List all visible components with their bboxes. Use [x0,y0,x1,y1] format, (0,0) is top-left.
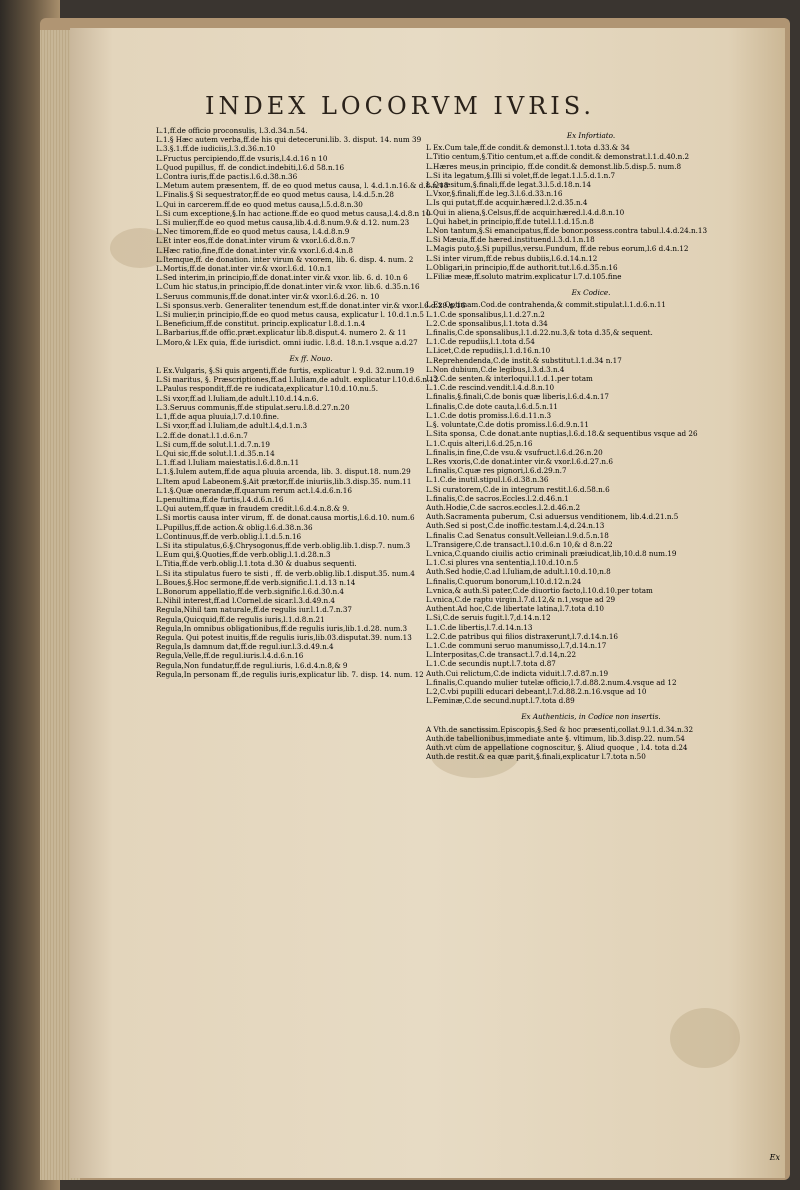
index-entry: L.1.C.de communi seruo manumisso,l.7,d.14.n.17 [426,640,607,650]
index-entry: L.1.C.de sponsalibus,l.1.d.27.n.2 [426,309,545,319]
index-entry: L.finalis,in fine,C.de vsu.& vsufruct.l.6.d.26.n.20 [426,447,603,457]
index-entry: L.1.C.de secundis nupt.l.7.tota d.87 [426,659,556,669]
index-entry: L.Nec timorem,ff.de eo quod metus causa, l.4.d.8.n.9 [156,227,350,237]
index-entry: L.Mortis,ff.de donat.inter vir.& vxor.l.6.d. 10.n.1 [156,264,332,274]
rubric-authenticis: Ex Authenticis, in Codice non insertis. [521,712,661,722]
index-entry: L.Itemque,ff. de donation. inter virum & vxorem, lib. 6. disp. 4. num. 2 [156,254,414,264]
index-entry: L.vnica,C.quando ciuilis actio criminali præiudicat,lib,10.d.8 num.19 [426,548,677,558]
index-entry: Auth.de restit.& ea quæ parit,§.finali,explicatur l.7.tota n.50 [426,752,646,762]
index-entry: L.Quæsitum,§.finali,ff.de legat.3.l.5.d.18.n.14 [426,180,591,190]
index-entry: L.Nihil interest,ff.ad l.Cornel.de sicar.l.3.d.49.n.4 [156,596,336,606]
index-entry: L.finalis,C.de dote cauta,l.6.d.5.n.11 [426,401,558,411]
index-entry: Regula,Velle,ff.de regul.iuris.l.4.d.6.n.16 [156,651,304,661]
index-entry: L.Qui in carcerem.ff.de eo quod metus causa,l.5.d.8.n.30 [156,199,363,209]
index-entry: L.penultima,ff.de furtis,l.4.d.6.n.16 [156,494,284,504]
index-entry: L.finalis,C.de sponsalibus,l.1.d.22.nu.3,& tota d.35,& sequent. [426,328,653,338]
left-entries-list [156,126,466,347]
index-entry: L.2.C.de sponsalibus,l.1.tota d.34 [426,318,548,328]
index-entry: L.Qui sic,ff.de solut.l.1.d.35.n.14 [156,448,275,458]
index-entry: L.Continuus,ff.de verb.oblig.l.1.d.5.n.16 [156,531,302,541]
index-entry: Regula,Quicquid,ff.de regulis iuris,l.1.d.8.n.21 [156,614,325,624]
index-entry: L.Paulus respondit,ff.de re iudicata,explicatur l.10.d.10.nu.5. [156,384,379,394]
right-entries-list [426,143,756,281]
index-entry: L.Si mulier,in principio,ff.de eo quod metus causa, explicatur l. 10.d.1.n.5 [156,310,425,320]
index-entry: L Ex.Cum tale,ff.de condit.& demonst.l.1.tota d.33.& 34 [426,143,630,153]
index-entry: L.Metum autem præsentem, ff. de eo quod metus causa, l. 4.d.1.n.16.& d.8.n.15 [156,181,449,191]
index-entry: L.3.Seruus communis,ff.de stipulat.seru.l.8.d.27.n.20 [156,402,350,412]
index-entry: L.finalis,C.de sacros.Eccles.l.2.d.46.n.1 [426,493,569,503]
index-entry: L.Magis puto,§.Si pupillus,versu.Fundum, ff.de rebus eorum,l.6 d.4.n.12 [426,244,689,254]
index-entry: L.Si mortis causa inter virum, ff. de donat.causa mortis,l.6.d.10. num.6 [156,513,415,523]
index-entry: L.Si,C.de seruis fugit.l.7,d.14.n.12 [426,613,551,623]
index-entry: L.1.C.de rescind.vendit.l.4.d.8.n.10 [426,383,555,393]
index-entry: A Vth.de sanctissim.Episcopis,§.Sed & hoc præsenti,collat.9.l.1.d.34.n.32 [426,724,694,734]
index-entry: L.1.C.si plures vna sententia,l.10.d.10.n.5 [426,558,579,568]
index-entry: L.Item apud Labeonem.§.Ait prætor,ff.de iniuriis,lib.3.disp.35. num.11 [156,476,412,486]
index-entry: L.Fructus percipiendo,ff.de vsuris,l.4.d.16 n 10 [156,153,328,163]
index-entry: L.Non dubium,C.de legibus,l.3.d.3.n.4 [426,364,565,374]
index-entry: L.Et inter eos,ff.de donat.inter virum & vxor.l.6.d.8.n.7 [156,236,356,246]
index-entry: L Ex.Vulgaris, §.Si quis argenti,ff.de furtis, explicatur l. 9.d. 32.num.19 [156,366,415,376]
index-entry: L.Sita sponsa, C.de donat.ante nuptias,l.6.d.18.& sequentibus vsque ad 26 [426,429,698,439]
index-entry: Auth.Sacramenta puberum, C.si aduersus venditionem, lib.4.d.21.n.5 [426,512,679,522]
index-entry: L.Titio centum,§.Titio centum,et a.ff.de condit.& demonstrat.l.1.d.40.n.2 [426,152,690,162]
index-entry: L.Sed interim,in principio,ff.de donat.inter vir.& vxor. lib. 6. d. 10.n 6 [156,273,408,283]
index-entry: Regula,Nihil tam naturale,ff.de regulis iur.l.1.d.7.n.37 [156,605,352,615]
index-entry: L.Feminæ,C.de secund.nupt.l.7.tota d.89 [426,696,575,706]
index-entry: L.vnica,C.de raptu virgin.l.7.d.12,& n.1,vsque ad 29 [426,594,616,604]
index-entry: L.finalis,C.quando mulier tutelæ officio,l.7.d.88.2.num.4.vsque ad 12 [426,677,677,687]
index-entry: L.Hæc ratio,fine,ff.de donat.inter vir.& vxor.l.6.d.4.n.8 [156,245,353,255]
index-entry: Regula,Non fundatur,ff.de regul.iuris, l.6.d.4.n.8,& 9 [156,660,348,670]
index-entry: Auth.de tabellionibus,immediate ante §. vltimum, lib.3.disp.22. num.54 [426,733,685,743]
index-entry: L.Non tantum,§.Si emancipatus,ff.de bonor.possess.contra tabul.l.4.d.24.n.13 [426,226,708,236]
index-entry: L.Contra iuris,ff.de pactis.l.6.d.38.n.36 [156,172,298,182]
index-entry: L.Seruus communis,ff.de donat.inter vir.& vxor.l.6.d.26. n. 10 [156,291,380,301]
index-entry: L Ex.Optimam.Cod.de contrahenda,& commit.stipulat.l.1.d.6.n.11 [426,300,666,310]
index-entry: L.2.ff.de donat.l.1.d.6.n.7 [156,430,248,440]
index-entry: L.vnica,& auth.Si pater,C.de diuortio facto,l.10.d.10.per totam [426,585,653,595]
index-entry: L.1,ff.de officio proconsulis, l.3.d.34.n.54. [156,126,308,135]
index-entry: L.Finalis.§ Si sequestrator,ff.de eo quod metus causa, l.4.d.5.n.28 [156,190,394,200]
index-entry: L.1.C.de inutil.stipul.l.6.d.38.n.36 [426,475,549,485]
index-entry: L.Transigere,C.de transact.l.10.d.6.n 10,& d 8.n.22 [426,539,613,549]
index-entry: L.Reprehendenda,C.de instit.& substitut.l.1.d.34 n.17 [426,355,622,365]
index-entry: Regula. Qui potest inuitis,ff.de regulis iuris,lib.03.disputat.39. num.13 [156,632,412,642]
index-entry: L.Si maritus, §. Præscriptiones,ff.ad l.Iuliam,de adult. explicatur l.10.d.6.n.12 [156,375,439,385]
index-entry: L.Filiæ meæ,ff.soluto matrim.explicatur l.7.d.105.fine [426,272,622,282]
index-entry: L.Si vxor,ff.ad l.Iuliam,de adult.l.10.d.14.n.6. [156,393,319,403]
index-entry: L.Res vxoris,C.de donat.inter vir.& vxor.l.6.d.27.n.6 [426,456,613,466]
index-entry: L.§. voluntate,C.de dotis promiss.l.6.d.9.n.11 [426,420,589,430]
index-entry: L.1,ff.de aqua pluuia,l.7.d.10.fine. [156,412,280,422]
index-entry: L.Boues,§.Hoc sermone,ff.de verb.signific.l.1.d.13 n.14 [156,577,356,587]
index-entry: L.3.C.de senten.& interloqui.l.1.d.1.per totam [426,374,593,384]
index-entry: Auth.Hodie,C.de sacros.eccles.l.2.d.46.n.2 [426,502,581,512]
index-entry: L.Si vxor,ff.ad l.Iuliam,de adult.l.4,d.1.n.3 [156,421,308,431]
index-entry: L.Si ita stipulatus fuero te sisti , ff. de verb.oblig.lib.1.disput.35. num.4 [156,568,415,578]
index-entry: L.1.C.de dotis promiss.l.6.d.11.n.3 [426,410,552,420]
index-entry: L.1.§.Quæ onerandæ,ff.quarum rerum act.l.4.d.6.n.16 [156,485,352,495]
index-entry: L.1.C.quis alteri,l.6.d.25,n.16 [426,438,533,448]
index-entry: Auth.Sed si post,C.de inoffic.testam.l.4,d.24.n.13 [426,521,605,531]
index-entry: L.Si sponsus.verb. Generaliter tenendum est,ff.de donat.inter vir.& vxor.l.6.d.29.n.16 [156,300,466,310]
index-entry: L.Qui habet,in principio,ff.de tutel.l.1.d.15.n.8 [426,216,594,226]
index-entry: L.Si cum,ff.de solut.l.1.d.7.n.19 [156,439,270,449]
index-entry: Regula,In personam ff.,de regulis iuris,explicatur lib. 7. disp. 14. num. 12 [156,669,424,679]
index-entry: L.Titia,ff.de verb.oblig.l.1.tota d.30 & duabus sequenti. [156,559,357,569]
index-entry: L.finalis,§.finali,C.de bonis quæ liberis,l.6.d.4.n.17 [426,392,609,402]
index-entry: L.Pupillus,ff.de action.& oblig.l.6.d.38.n.36 [156,522,313,532]
foxing-stain [670,1008,740,1068]
index-entry: L.Licet,C.de repudiis,l.1.d.16.n.10 [426,346,551,356]
index-entry: L.1.C.de libertis,l.7.d.14.n.13 [426,622,533,632]
index-entry: Auth.Sed hodie,C.ad l.Iuliam,de adult.l.10.d.10,n.8 [426,567,611,577]
index-entry: L.Si mulier,ff.de eo quod metus causa,lib.4.d.8.num.9.& d.12. num.23 [156,218,410,228]
index-entry: Regula,In omnibus obligationibus,ff.de regulis iuris,lib.1.d.28. num.3 [156,623,408,633]
index-entry: L.2.C.de patribus qui filios distraxerunt,l.7.d.14.n.16 [426,631,618,641]
index-entry: L.1.C.de repudiis,l.1.tota d.54 [426,337,535,347]
right-column [426,126,756,761]
index-entry: L.Obligari,in principio,ff.de authorit.tut.l.6.d.35.n.16 [426,262,618,272]
left-column [156,126,466,679]
rubric-codice: Ex Codice. [571,288,611,298]
index-entry: L.Is qui putat,ff.de acquir.hæred.l.2.d.35.n.4 [426,198,588,208]
index-entry: L.Vxor,§.finali,ff.de leg.3.l.6.d.33.n.16 [426,189,563,199]
index-entry: Auth.Cui relictum,C.de indicta viduit.l.7.d.87.n.19 [426,668,609,678]
index-entry: L.Interpositas,C.de transact.l.7.d.14,n.22 [426,650,577,660]
right-entries-list-2 [426,300,756,705]
index-entry: L.finalis,C.quæ res pignori,l.6.d.29.n.7 [426,466,567,476]
rubric-ff-nouo: Ex ff. Nouo. [289,353,333,363]
index-entry: L.Cum hic status,in principio,ff.de donat.inter vir.& vxor. lib.6. d.35.n.16 [156,282,420,292]
index-entry: L.Si inter virum,ff.de rebus dubiis,l.6.d.14.n.12 [426,253,598,263]
index-entry: L.Si ita stipulatus,6.§.Chrysogonus,ff.de verb.oblig.lib.1.disp.7. num.3 [156,540,411,550]
catchword: Ex [769,1153,780,1162]
index-entry: L.Quod pupillus, ff. de condict.indebiti,l.6.d 58.n.16 [156,162,345,172]
index-entry: L.3.§.1.ff.de iudiciis,l.3.d.36.n.10 [156,144,276,154]
index-entry: Regula,Is damnum dat,ff.de regul.iur.l.3.d.49.n.4 [156,642,334,652]
rubric-infortiato: Ex Infortiato. [566,131,616,140]
index-entry: L.Si Mæuia,ff.de hæred.instituend.l.3.d.1.n.18 [426,235,595,245]
index-entry: L.Si cum exceptione,§.In hac actione.ff.de eo quod metus causa,l.4.d.8.n 10 [156,208,431,218]
index-entry: L.1.ff.ad l.Iuliam maiestatis.l.6.d.8.n.11 [156,458,300,468]
index-entry: L.1.§ Hæc autem verba,ff.de his qui deteceruni.lib. 3. disput. 14. num 39 [156,135,422,145]
index-entry: Auth.vt cùm de appellatione cognoscitur, §. Aliud quoque , l.4. tota d.24 [426,743,688,752]
page-title: INDEX LOCORVM IVRIS. [205,92,595,120]
index-entry: L.Barbarius,ff.de offic.præt.explicatur lib.8.disput.4. numero 2. & 11 [156,328,407,338]
index-entry: L.Si curatorem,C.de in integrum restit.l.6.d.58.n.6 [426,484,610,494]
index-entry: L.Beneficium,ff.de constitut. princip.explicatur l.8.d.1.n.4 [156,319,366,329]
index-entry: L.Bonorum appellatio,ff.de verb.signific.l.6.d.30.n.4 [156,586,344,596]
index-entry: L.Moro,& l.Ex quia, ff.de iurisdict. omni iudic. l.8.d. 18.n.1.vsque a.d.27 [156,337,418,347]
index-entry: L.finalis C.ad Senatus consult.Velleian.l.9.d.5.n.18 [426,530,609,540]
index-entry: L.Qui autem,ff.quæ in fraudem credit.l.6.d.4.n.8.& 9. [156,504,350,514]
left-entries-list-2 [156,366,466,679]
index-entry: L.1.§.Iulem autem,ff.de aqua pluuia arcenda, lib. 3. disput.18. num.29 [156,467,411,477]
index-entry: L.2,C.vbi pupilli educari debeant,l.7.d.88.2.n.16.vsque ad 10 [426,686,647,696]
index-entry: Authent.Ad hoc,C.de libertate latina,l.7.tota d.10 [426,604,605,614]
right-entries-list-3 [426,725,756,762]
index-entry: L.Hæres meus,in principio, ff.de condit.& demonst.lib.5.disp.5. num.8 [426,161,682,171]
index-entry: L.Eum qui,§.Quoties,ff.de verb.oblig.l.1.d.28.n.3 [156,550,331,560]
index-entry: L.Si ita legatum,§.Illi si volet,ff.de legat.1.l.5.d.1.n.7 [426,170,616,180]
index-entry: L.Qui in aliena,§.Celsus,ff.de acquir.hæred.l.4.d.8.n.10 [426,207,625,217]
index-entry: L.finalis,C.quorum bonorum,l.10.d.12.n.24 [426,576,582,586]
